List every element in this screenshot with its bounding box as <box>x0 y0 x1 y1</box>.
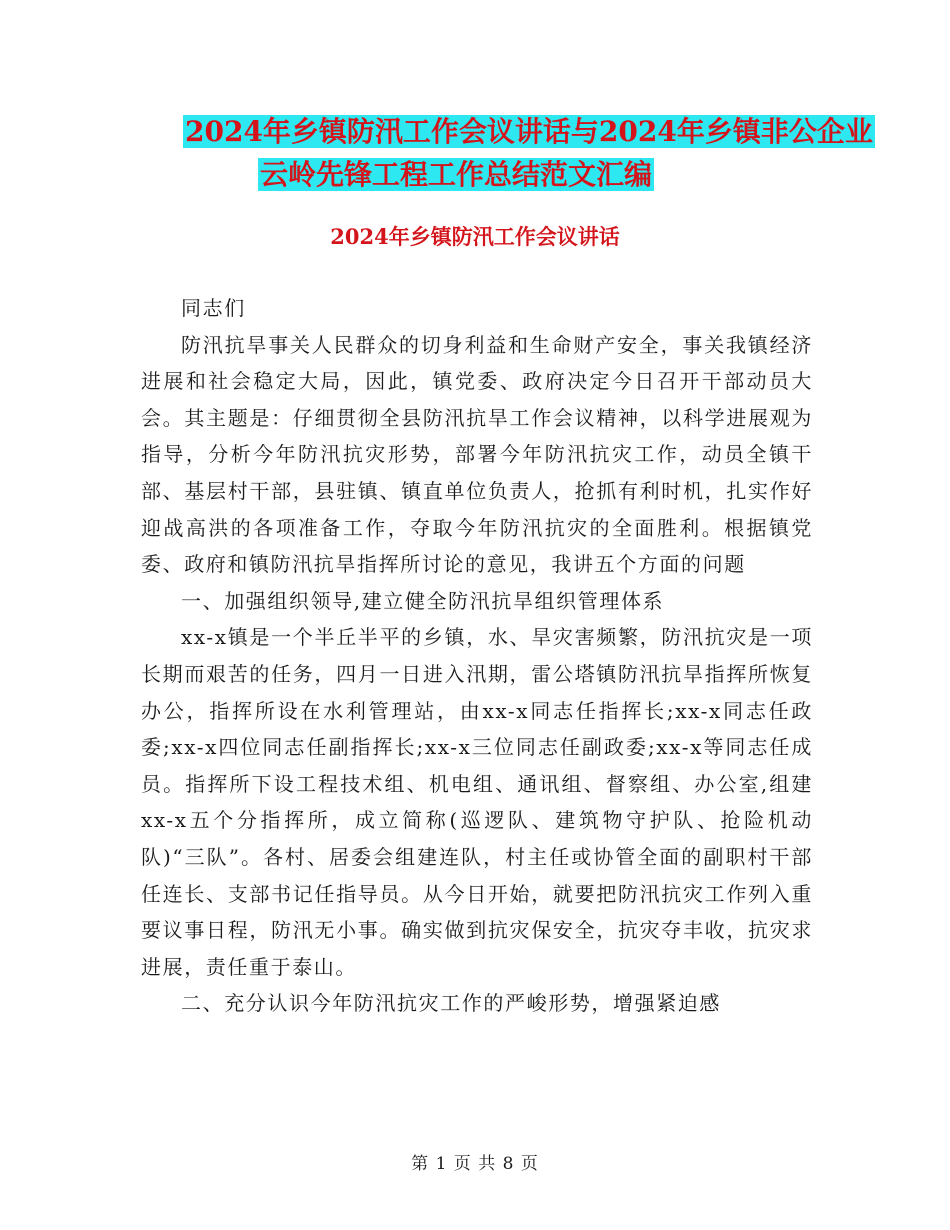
document-title-line-2 <box>258 155 950 195</box>
document-body <box>141 290 813 1022</box>
paragraph-section-1: xx-x镇是一个半丘半平的乡镇，水、旱灾害频繁，防汛抗灾是一项长期而艰苦的任务，四月一日进入汛期，雷公塔镇防汛抗旱指挥所恢复办公，指挥所设在水利管理站，由xx-x同志任指挥长;xx-x同志任政委;xx-x四位同志任副指挥长;xx-x三位同志任副政委;xx-x等同志任成员。指挥所下设工程技术组、机电组、通讯组、督察组、办公室,组建xx-x五个分指挥所，成立简称(巡逻队、建筑物守护队、抢险机动队)“三队”。各村、居委会组建连队，村主任或协管全面的副职村干部任连长、支部书记任指导员。从今日开始，就要把防汛抗灾工作列入重要议事日程，防汛无小事。确实做到抗灾保安全，抗灾夺丰收，抗灾求进展，责任重于泰山。 <box>141 625 813 979</box>
section-title: 2024年乡镇防汛工作会议讲话 <box>330 224 620 249</box>
title-highlight-1: 2024年乡镇防汛工作会议讲话与2024年乡镇非公企业 <box>185 115 873 148</box>
paragraph-intro: 防汛抗旱事关人民群众的切身利益和生命财产安全，事关我镇经济进展和社会稳定大局，因此，镇党委、政府决定今日召开干部动员大会。其主题是：仔细贯彻全县防汛抗旱工作会议精神，以科学进展观为指导，分析今年防汛抗灾形势，部署今年防汛抗灾工作，动员全镇干部、基层村干部，县驻镇、镇直单位负责人，抢抓有利时机，扎实作好迎战高洪的各项准备工作，夺取今年防汛抗灾的全面胜利。根据镇党委、政府和镇防汛抗旱指挥所讨论的意见，我讲五个方面的问题 <box>141 332 813 577</box>
page-footer: 第 1 页 共 8 页 <box>411 1154 539 1174</box>
paragraph-salutation: 同志们 <box>181 296 246 320</box>
title-highlight-2: 云岭先锋工程工作总结范文汇编 <box>260 158 653 191</box>
heading-section-1: 一、加强组织领导,建立健全防汛抗旱组织管理体系 <box>181 588 665 613</box>
document-title-line-1 <box>183 112 950 152</box>
heading-section-2: 二、充分认识今年防汛抗灾工作的严峻形势，增强紧迫感 <box>181 991 721 1016</box>
